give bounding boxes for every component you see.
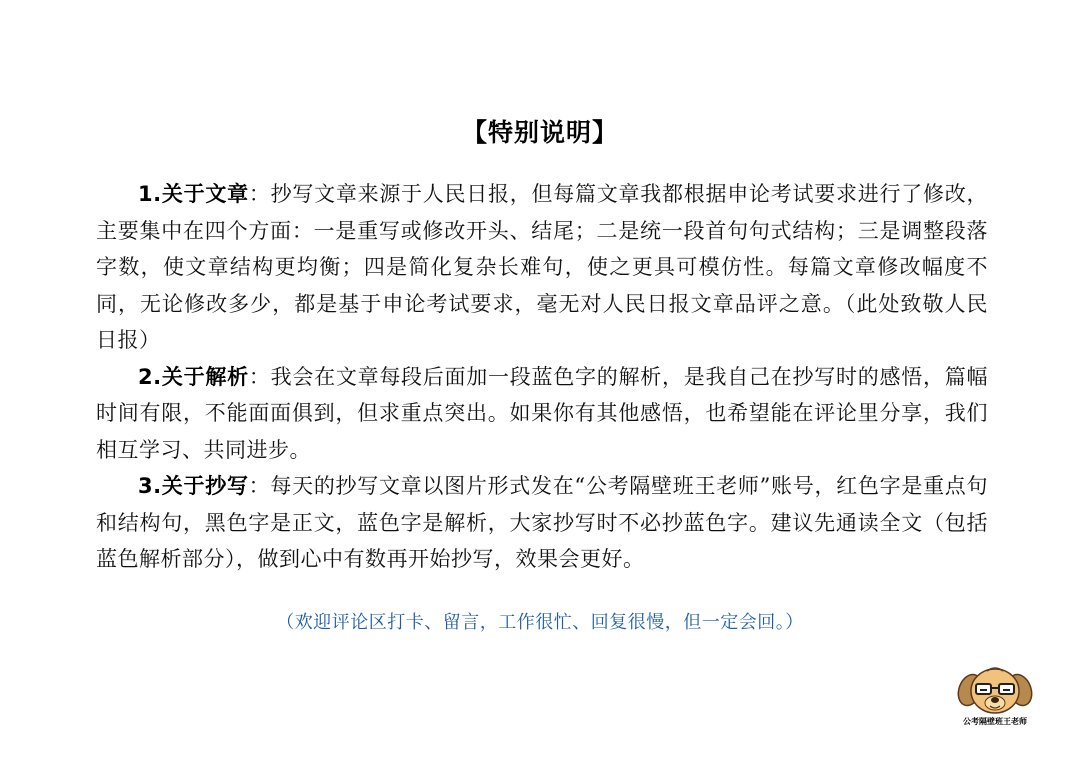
- section-text: ：我会在文章每段后面加一段蓝色字的解析，是我自己在抄写时的感悟，篇幅时间有限，不能面面俱到，但求重点突出。如果你有其他感悟，也希望能在评论里分享，我们相互学习、共同进步。: [96, 364, 988, 462]
- section-label: 3.关于抄写: [138, 474, 249, 498]
- page-title: 【特别说明】: [461, 118, 618, 147]
- section-text: ：每天的抄写文章以图片形式发在“公考隔壁班王老师”账号，红色字是重点句和结构句，黑色字是正文，蓝色字是解析，大家抄写时不必抄蓝色字。建议先通读全文（包括蓝色解析部分），做到心中有数再开始抄写，效果会更好。: [96, 474, 988, 571]
- section-label: 1.关于文章: [138, 182, 249, 206]
- body-text: [96, 176, 988, 578]
- section-label: 2.关于解析: [138, 364, 249, 389]
- section-analysis: [96, 359, 988, 469]
- logo-caption: 公考隔壁班王老师: [963, 717, 1027, 726]
- section-text: ：抄写文章来源于人民日报，但每篇文章我都根据申论考试要求进行了修改，主要集中在四个方面：一是重写或修改开头、结尾；二是统一段首句句式结构；三是调整段落字数，使文章结构更均衡；四是简化复杂长难句，使之更具可模仿性。每篇文章修改幅度不同，无论修改多少，都是基于申论考试要求，毫无对人民日报文章品评之意。（此处致敬人民日报）: [96, 182, 988, 352]
- section-copying: [96, 468, 988, 578]
- section-article: [96, 176, 988, 359]
- comment-note: （欢迎评论区打卡、留言，工作很忙、回复很慢，但一定会回。）: [276, 612, 804, 633]
